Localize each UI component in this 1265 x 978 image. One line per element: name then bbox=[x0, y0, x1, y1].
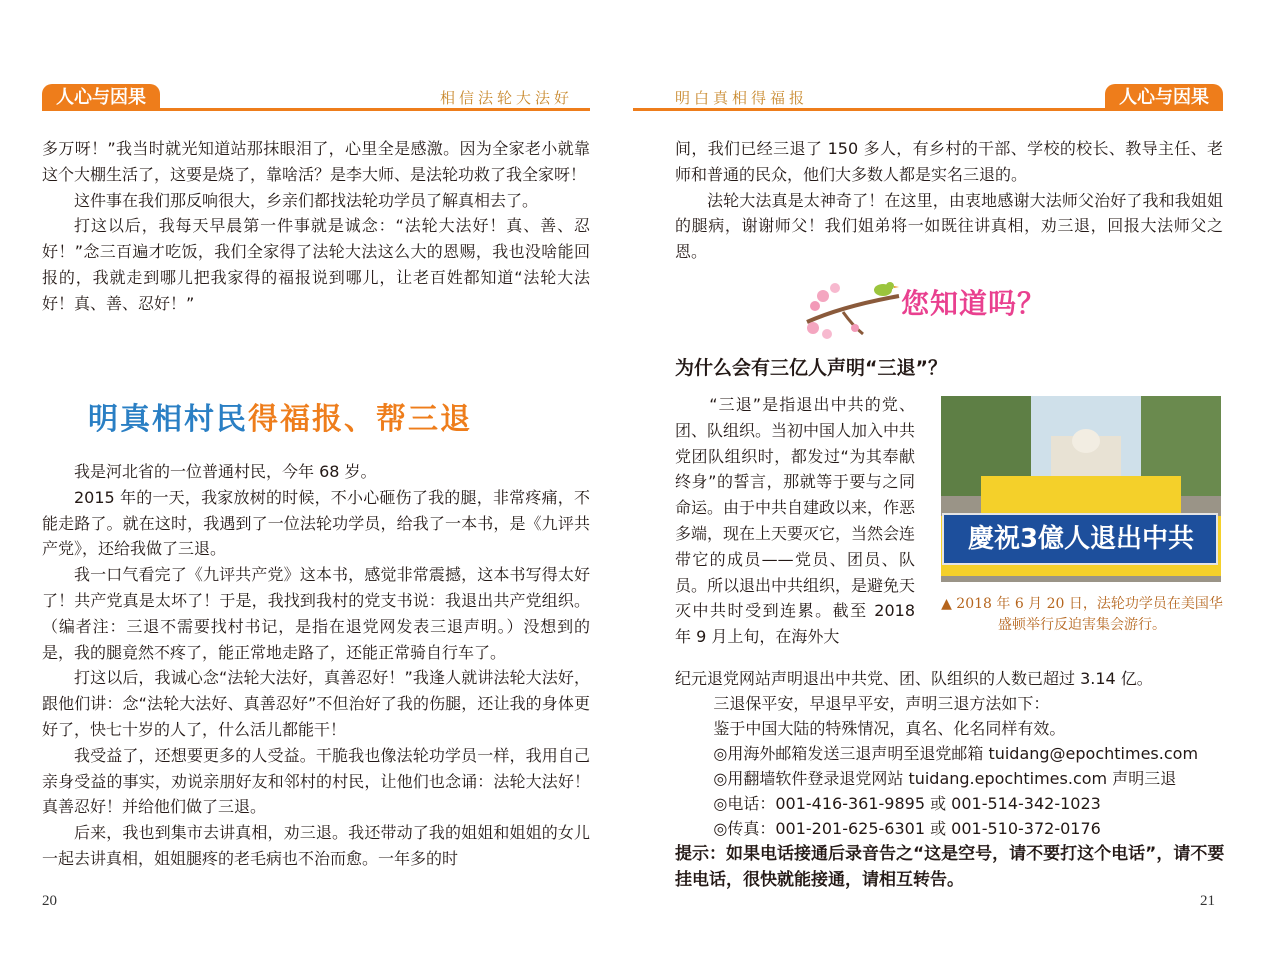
right-page bbox=[633, 0, 1265, 978]
did-you-know-text: 您知道吗？ bbox=[901, 287, 1047, 320]
method-line: ◎用翻墙软件登录退党网站 tuidang.epochtimes.com 声明三退 bbox=[713, 769, 1177, 788]
blossom-branch-icon bbox=[803, 276, 903, 340]
paragraph: 打这以后，我每天早晨第一件事就是诚念：“法轮大法好！真、善、忍好！”念三百遍才吃饭，我们全家得了法轮大法这么大的恩赐，我也没啥能回报的，我就走到哪儿把我家得的福报说到哪儿，让老百姓都知道“法轮大法好！真、善、忍好！” bbox=[42, 216, 590, 313]
method-line: 鉴于中国大陆的特殊情况，真名、化名同样有效。 bbox=[713, 719, 1066, 738]
header-slogan: 明白真相得福报 bbox=[675, 89, 809, 107]
paragraph: 这件事在我们那反响很大，乡亲们都找法轮功学员了解真相去了。 bbox=[74, 190, 539, 210]
paragraph: 后来，我也到集市去讲真相，劝三退。我还带动了我的姐姐和姐姐的女儿一起去讲真相，姐姐腿疼的老毛病也不治而愈。一年多的时 bbox=[42, 823, 590, 868]
paragraph: 多万呀！”我当时就光知道站那抹眼泪了，心里全是感激。因为全家老小就靠这个大棚生活了，这要是烧了，靠啥活？是李大师、是法轮功救了我全家呀！ bbox=[42, 139, 590, 184]
photo-banner-text: 慶祝3億人退出中共 bbox=[967, 524, 1195, 554]
continued-text bbox=[675, 136, 1223, 265]
paragraph: “三退”是指退出中共的党、团、队组织。当初中国人加入中共党团队组织时，都发过“为其奉献终身”的誓言，那就等于要与之同命运。由于中共自建政以来，作恶多端，现在上天要灭它，当然会连带它的成员——党员、团员、队员。所以退出中共组织，是避免天灭中共时受到连累。截至 2018 年 9 月上旬，在海外大 bbox=[675, 395, 916, 647]
section-tag: 人心与因果 bbox=[1105, 84, 1223, 111]
section-tag: 人心与因果 bbox=[42, 84, 160, 111]
paragraph: 打这以后，我诚心念“法轮大法好，真善忍好！”我逢人就讲法轮大法好，跟他们讲：念“法轮大法好、真善忍好”不但治好了我的伤腿，还让我的身体更好了，快七十岁的人了，什么活儿都能干！ bbox=[42, 668, 590, 739]
paragraph: 我受益了，还想要更多的人受益。干脆我也像法轮功学员一样，我用自己亲身受益的事实，劝说亲朋好友和邻村的村民，让他们也念诵：法轮大法好！真善忍好！并给他们做了三退。 bbox=[42, 745, 590, 817]
header-slogan: 相信法轮大法好 bbox=[440, 89, 574, 107]
parade-photo bbox=[941, 396, 1221, 582]
method-line: 三退保平安，早退早平安，声明三退方法如下： bbox=[713, 694, 1050, 713]
paragraph: 2015 年的一天，我家放树的时候，不小心砸伤了我的腿，非常疼痛，不能走路了。就在这时，我遇到了一位法轮功学员，给我了一本书，是《九评共产党》，还给我做了三退。 bbox=[42, 487, 590, 559]
story-title-part1: 明真相村民 bbox=[88, 402, 248, 437]
paragraph: 我一口气看完了《九评共产党》这本书，感觉非常震撼，这本书写得太好了！共产党真是太坏了！于是，我找到我村的党支书说：我退出共产党组织。（编者注：三退不需要找村书记，是指在退党网发表三退声明。）没想到的是，我的腿竟然不疼了，能正常地走路了，还能正常骑自行车了。 bbox=[42, 565, 590, 662]
method-line: ◎用海外邮箱发送三退声明至退党邮箱 tuidang@epochtimes.com bbox=[713, 744, 1199, 763]
question-heading: 为什么会有三亿人声明“三退”？ bbox=[675, 357, 947, 379]
continued-text bbox=[42, 136, 590, 317]
photo-caption: ▲ 2018 年 6 月 20 日，法轮功学员在美国华盛顿举行反迫害集会游行。 bbox=[941, 596, 1223, 633]
paragraph: 间，我们已经三退了 150 多人，有乡村的干部、学校的校长、教导主任、老师和普通的民众，他们大多数人都是实名三退的。 bbox=[675, 139, 1223, 184]
did-you-know-banner bbox=[803, 276, 1063, 340]
story-title-part2: 得福报、帮三退 bbox=[248, 402, 472, 437]
page-number: 21 bbox=[1200, 893, 1215, 909]
paragraph: 我是河北省的一位普通村民，今年 68 岁。 bbox=[74, 462, 377, 481]
tip-text: 提示：如果电话接通后录音告之“这是空号，请不要打这个电话”，请不要挂电话，很快就能接通，请相互转告。 bbox=[675, 844, 1225, 890]
method-text bbox=[675, 666, 1235, 841]
story-text bbox=[42, 459, 590, 872]
story-title bbox=[88, 394, 472, 438]
paragraph: 法轮大法真是太神奇了！在这里，由衷地感谢大法师父治好了我和我姐姐的腿病，谢谢师父！我们姐弟将一如既往讲真相，劝三退，回报大法师父之恩。 bbox=[675, 190, 1223, 262]
page-number: 20 bbox=[42, 893, 57, 909]
left-page bbox=[0, 0, 632, 978]
explanation-text bbox=[675, 392, 915, 650]
paragraph: 纪元退党网站声明退出中共党、团、队组织的人数已超过 3.14 亿。 bbox=[675, 669, 1153, 688]
method-line: ◎电话：001-416-361-9895 或 001-514-342-1023 bbox=[713, 794, 1101, 813]
method-line: ◎传真：001-201-625-6301 或 001-510-372-0176 bbox=[713, 819, 1101, 838]
